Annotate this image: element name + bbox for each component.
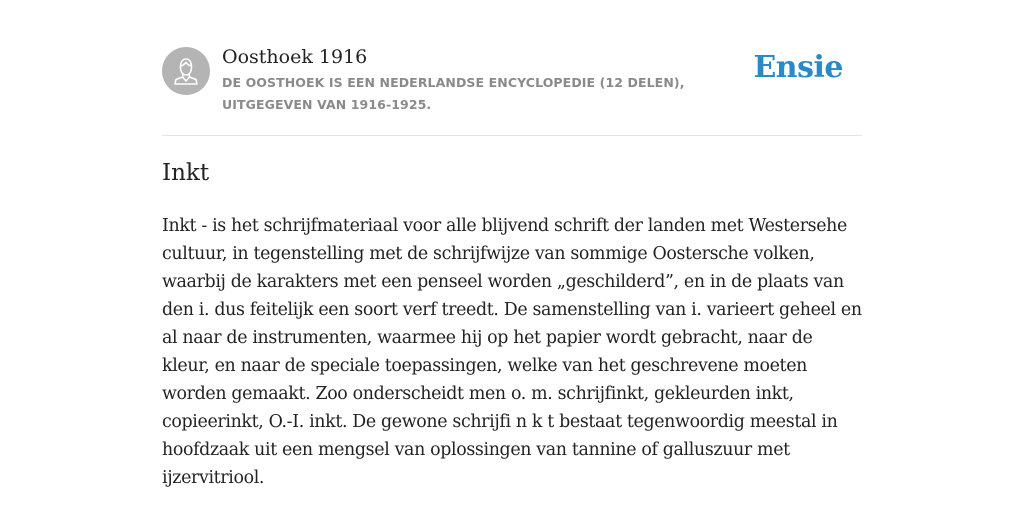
entry-title: Inkt — [162, 160, 210, 186]
avatar[interactable] — [162, 47, 210, 95]
source-header — [162, 0, 862, 136]
source-title[interactable]: Oosthoek 1916 — [222, 46, 368, 68]
user-icon — [162, 47, 210, 95]
page — [162, 0, 862, 488]
entry-body: Inkt - is het schrijfmateriaal voor alle blijvend schrift der landen met Westersehe cultuur, in tegenstelling met de schrijfwijze van sommige Oostersche volken, waarbij de karakters met een penseel worden „geschilderd”, en in de plaats van den i. dus feitelijk een soort verf treedt. De samenstelling van i. varieert geheel en al naar de instrumenten, waarmee hij op het papier wordt gebracht, naar de kleur, en naar de speciale toepassingen, welke van het geschrevene moeten worden gemaakt. Zoo onderscheidt men o. m. schrijfinkt, gekleurden inkt, copieerinkt, O.-I. inkt. De gewone schrijfi n k t bestaat tegenwoordig meestal in hoofdzaak uit een mengsel van oplossingen van tannine of galluszuur met ijzervitriool. — [162, 216, 862, 488]
source-description: DE OOSTHOEK IS EEN NEDERLANDSE ENCYCLOPEDIE (12 DELEN), UITGEGEVEN VAN 1916-1925. — [222, 75, 685, 112]
ensie-logo[interactable]: Ensie — [753, 50, 843, 85]
